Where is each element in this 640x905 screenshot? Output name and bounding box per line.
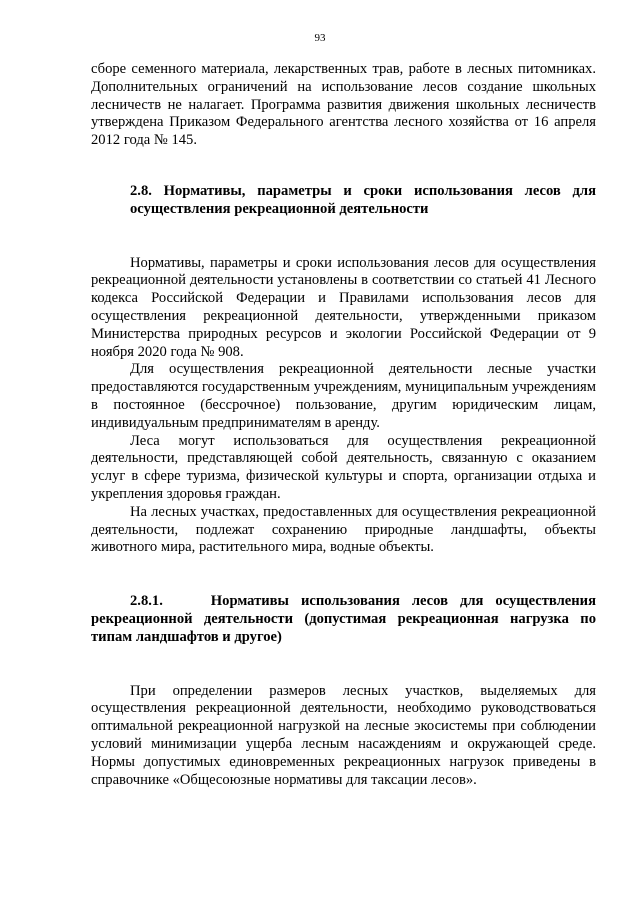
paragraph: При определении размеров лесных участков, выделяемых для осуществления рекреационной деятельности, необходимо руководствоваться оптимальной рекреационной нагрузкой на лесные экосистемы при соблюдении условий минимизации ущерба лесным насаждениям и окружающей среде. Нормы допустимых единовременных рекреационных нагрузок приведены в справочнике «Общесоюзные нормативы для таксации лесов». (91, 682, 596, 788)
paragraph: Для осуществления рекреационной деятельности лесные участки предоставляются государственным учреждениям, муниципальным учреждениям в постоянное (бессрочное) пользование, другим юридическим лицам, индивидуальным предпринимателям в аренду. (91, 361, 596, 431)
page-number: 93 (314, 32, 326, 44)
paragraph-continued: сборе семенного материала, лекарственных трав, работе в лесных питомниках. Дополнительных ограничений на использование лесов создание школьных лесничеств не налагает. Программа развития движения школьных лесничеств утверждена Приказом Федерального агентства лесного хозяйства от 16 апреля 2012 года № 145. (91, 61, 596, 149)
paragraph: Леса могут использоваться для осуществления рекреационной деятельности, представляющей собой деятельность, связанную с оказанием услуг в сфере туризма, физической культуры и спорта, организации отдыха и укрепления здоровья граждан. (91, 432, 596, 502)
document-body (91, 61, 600, 789)
section-heading-2-8-1: 2.8.1. Нормативы использования лесов для осуществления рекреационной деятельности (допустимая рекреационная нагрузка по типам ландшафтов и другое) (91, 593, 600, 645)
paragraph: На лесных участках, предоставленных для осуществления рекреационной деятельности, подлежат сохранению природные ландшафты, объекты животного мира, растительного мира, водные объекты. (91, 503, 596, 556)
section-heading-2-8: 2.8. Нормативы, параметры и сроки использования лесов для осуществления рекреационной деятельности (130, 182, 596, 217)
paragraph: Нормативы, параметры и сроки использования лесов для осуществления рекреационной деятельности установлены в соответствии со статьей 41 Лесного кодекса Российской Федерации и Правилами использования лесов для осуществления рекреационной деятельности, утвержденными приказом Министерства природных ресурсов и экологии Российской Федерации от 9 ноября 2020 года № 908. (91, 254, 596, 360)
